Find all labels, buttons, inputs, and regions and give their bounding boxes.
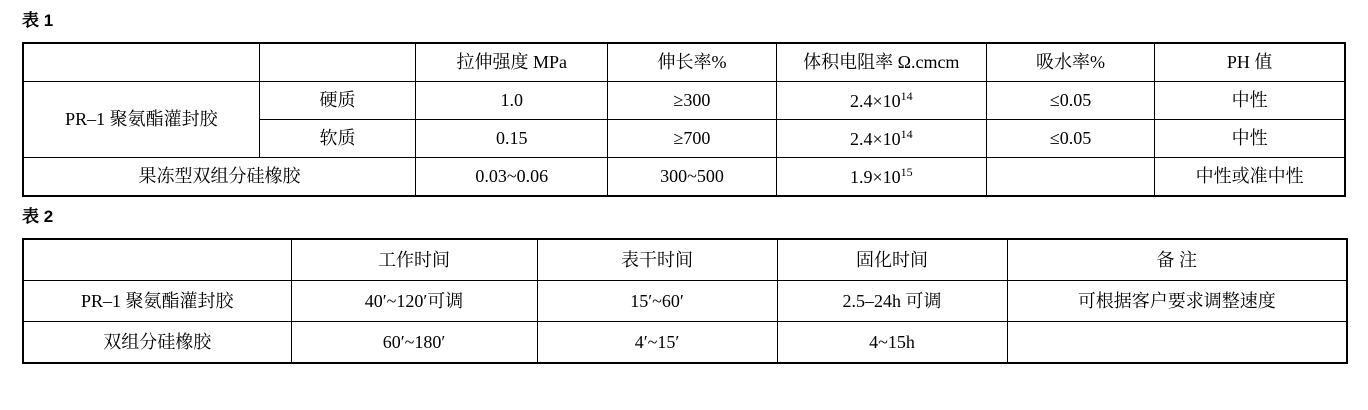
cell-remark-silicone [1007,322,1347,364]
cell-resistivity-soft [776,120,986,158]
cell-elongation-hard: ≥300 [608,82,776,120]
header-cell-surface-dry-time: 表干时间 [537,239,777,281]
cell-grade-soft: 软质 [259,120,415,158]
table-row [23,158,1345,197]
cell-ph-soft: 中性 [1155,120,1345,158]
cell-cure-time-pr1: 2.5–24h 可调 [777,281,1007,322]
spacer-after-caption-2 [0,225,1368,238]
resistivity-base: 2.4×10 [849,128,901,149]
header-cell-ph: PH 值 [1155,43,1345,82]
table1-caption: 表 1 [22,11,54,30]
cell-surface-dry-silicone: 4′~15′ [537,322,777,364]
table2-caption: 表 2 [22,207,54,226]
table1-wrapper [0,42,1368,197]
cell-cure-time-silicone: 4~15h [777,322,1007,364]
resistivity-exponent: 15 [900,164,913,179]
cell-water-hard: ≤0.05 [986,82,1154,120]
header-cell-elongation: 伸长率% [608,43,776,82]
cell-water-silicone [986,158,1154,197]
table-row-header [23,43,1345,82]
header-cell-blank2 [259,43,415,82]
header-cell-resistivity: 体积电阻率 Ω.cmcm [776,43,986,82]
cell-tensile-hard: 1.0 [416,82,608,120]
header-cell-blank [23,239,291,281]
header-cell-water-absorption: 吸水率% [986,43,1154,82]
cell-elongation-soft: ≥700 [608,120,776,158]
cell-surface-dry-pr1: 15′~60′ [537,281,777,322]
table2-wrapper [0,238,1368,364]
cell-product-silicone: 双组分硅橡胶 [23,322,291,364]
header-cell-remark: 备 注 [1007,239,1347,281]
table-row [23,82,1345,120]
cell-tensile-silicone: 0.03~0.06 [416,158,608,197]
cell-ph-hard: 中性 [1155,82,1345,120]
resistivity-base: 2.4×10 [849,90,901,111]
header-cell-blank1 [23,43,259,82]
table-curing-times [22,238,1348,364]
table-row [23,281,1347,322]
cell-tensile-soft: 0.15 [416,120,608,158]
spacer-between-tables [0,197,1368,208]
cell-work-time-pr1: 40′~120′可调 [291,281,537,322]
table-properties [22,42,1346,197]
cell-resistivity-silicone [776,158,986,197]
table-row-header [23,239,1347,281]
header-cell-cure-time: 固化时间 [777,239,1007,281]
cell-remark-pr1: 可根据客户要求调整速度 [1007,281,1347,322]
spacer-after-caption-1 [0,29,1368,42]
cell-product-pr1: PR–1 聚氨酯灌封胶 [23,82,259,158]
cell-grade-hard: 硬质 [259,82,415,120]
cell-work-time-silicone: 60′~180′ [291,322,537,364]
cell-product-pr1: PR–1 聚氨酯灌封胶 [23,281,291,322]
resistivity-base: 1.9×10 [849,166,901,187]
resistivity-exponent: 14 [900,88,913,103]
cell-elongation-silicone: 300~500 [608,158,776,197]
header-cell-tensile: 拉伸强度 MPa [416,43,608,82]
cell-ph-silicone: 中性或准中性 [1155,158,1345,197]
header-cell-work-time: 工作时间 [291,239,537,281]
resistivity-exponent: 14 [900,126,913,141]
table-row [23,322,1347,364]
cell-resistivity-hard [776,82,986,120]
cell-product-silicone: 果冻型双组分硅橡胶 [23,158,416,197]
spacer-top [0,0,1368,12]
cell-water-soft: ≤0.05 [986,120,1154,158]
